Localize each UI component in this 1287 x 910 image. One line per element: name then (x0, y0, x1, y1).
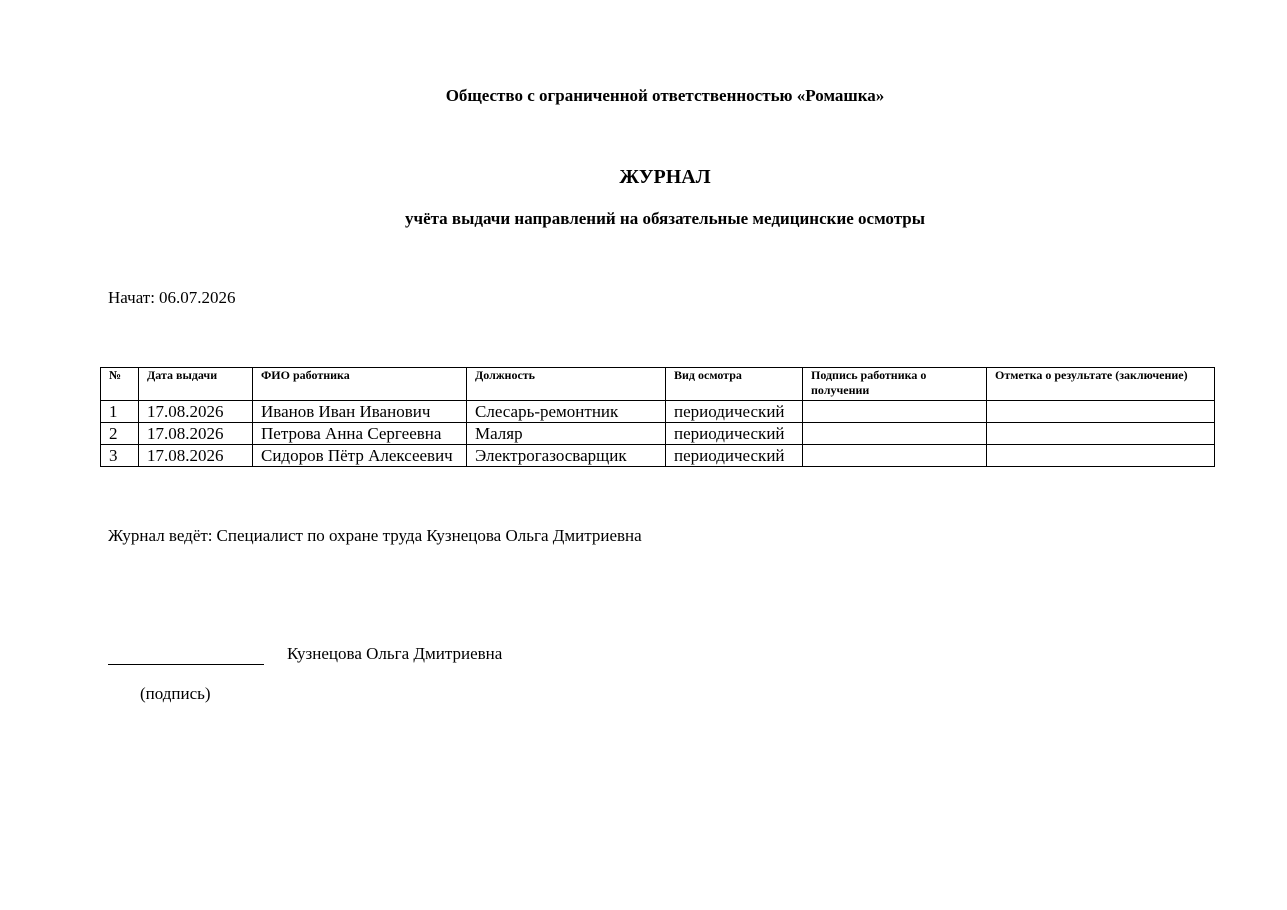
table-row (101, 401, 1215, 423)
cell-position: Маляр (467, 423, 666, 445)
table-row (101, 423, 1215, 445)
cell-date: 17.08.2026 (139, 423, 253, 445)
cell-exam-type: периодический (666, 401, 803, 423)
cell-result (987, 401, 1215, 423)
cell-date: 17.08.2026 (139, 445, 253, 467)
column-header-name: ФИО работника (253, 368, 467, 401)
column-header-date: Дата выдачи (139, 368, 253, 401)
cell-number: 3 (101, 445, 139, 467)
column-header-exam-type: Вид осмотра (666, 368, 803, 401)
cell-date: 17.08.2026 (139, 401, 253, 423)
column-header-signature: Подпись работника о получении (803, 368, 987, 401)
document-subtitle: учёта выдачи направлений на обязательные медицинские осмотры (404, 209, 925, 228)
cell-position: Электрогазосварщик (467, 445, 666, 467)
organization-name: Общество с ограниченной ответственностью «Ромашка» (445, 86, 885, 105)
document-title: ЖУРНАЛ (619, 166, 711, 188)
table-row (101, 445, 1215, 467)
cell-name: Сидоров Пётр Алексеевич (253, 445, 467, 467)
column-header-position: Должность (467, 368, 666, 401)
signer-name: Кузнецова Ольга Дмитриевна (287, 644, 503, 663)
column-header-number: № (101, 368, 139, 401)
cell-name: Петрова Анна Сергеевна (253, 423, 467, 445)
cell-exam-type: периодический (666, 423, 803, 445)
start-date-line (108, 288, 239, 308)
cell-result (987, 423, 1215, 445)
cell-signature (803, 423, 987, 445)
journal-keeper-label: Журнал ведёт: (108, 526, 213, 545)
table-header-row (101, 368, 1215, 401)
cell-number: 1 (101, 401, 139, 423)
journal-keeper-line (108, 526, 646, 546)
cell-name: Иванов Иван Иванович (253, 401, 467, 423)
journal-keeper-value: Специалист по охране труда Кузнецова Ольга Дмитриевна (216, 526, 642, 545)
column-header-result: Отметка о результате (заключение) (987, 368, 1215, 401)
cell-signature (803, 401, 987, 423)
journal-table (100, 367, 1215, 467)
cell-number: 2 (101, 423, 139, 445)
cell-exam-type: периодический (666, 445, 803, 467)
cell-position: Слесарь-ремонтник (467, 401, 666, 423)
signature-caption: (подпись) (140, 684, 211, 703)
signature-line (108, 664, 264, 665)
cell-result (987, 445, 1215, 467)
cell-signature (803, 445, 987, 467)
start-date-value: 06.07.2026 (158, 288, 236, 307)
start-date-label: Начат: (108, 288, 155, 307)
